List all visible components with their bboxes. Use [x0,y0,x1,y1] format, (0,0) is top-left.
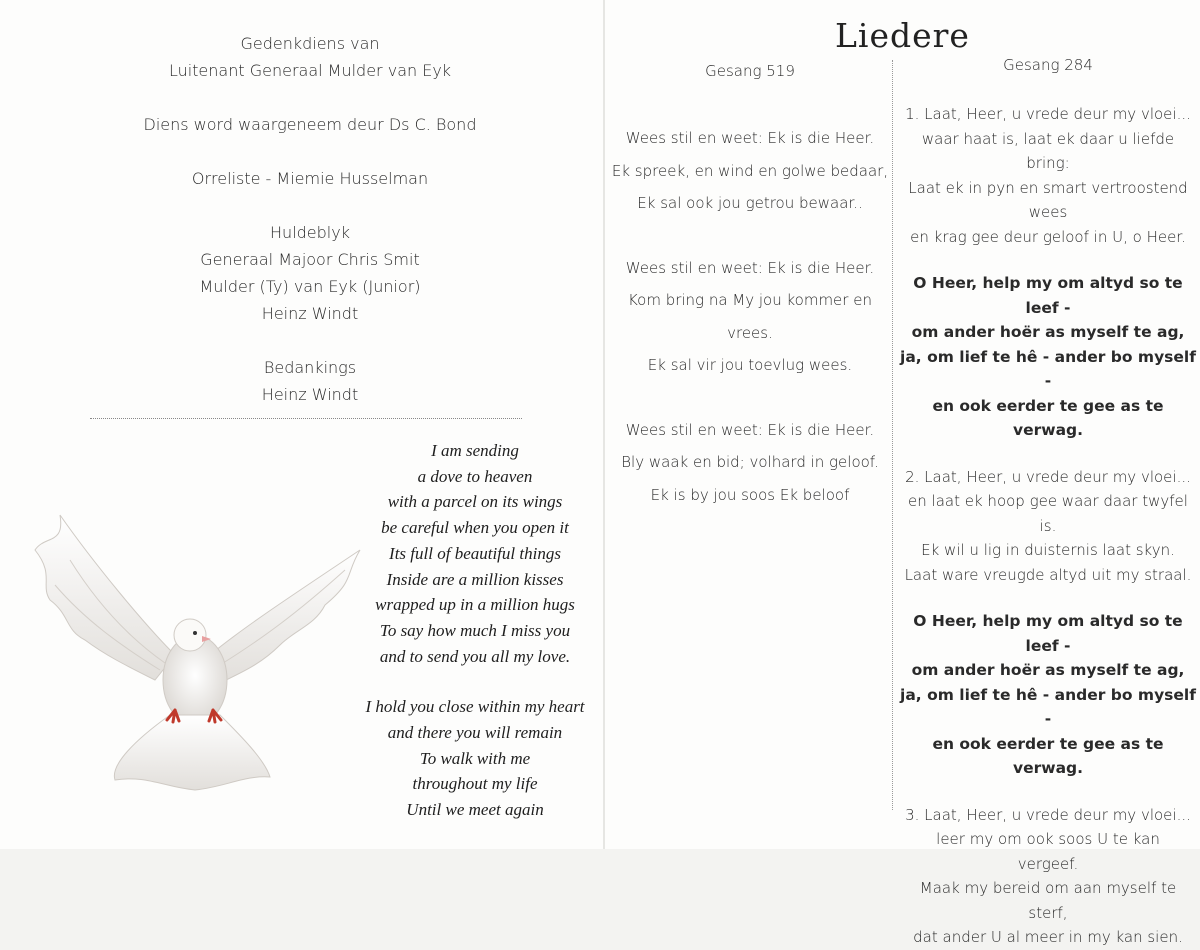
hymn-line: is. [1039,516,1057,535]
hymn-line: Ek wil u lig in duisternis laat skyn. [921,541,1175,559]
hymn-line: Ek spreek, en wind en golwe bedaar, [611,161,889,180]
hymn-line: vergeef. [1017,854,1079,873]
hymn-line: waar haat is, laat ek daar u liefde [921,129,1175,148]
poem-line: I hold you close within my heart [365,697,585,717]
chorus-line: ja, om lief te hê - ander bo myself - [900,347,1196,390]
chorus-line: om ander hoër as myself te ag, [911,661,1185,679]
service-title-line: Luitenant Generaal Mulder van Eyk [168,61,452,80]
dove-poem [330,438,620,823]
hymn-line: vrees. [727,323,773,342]
hymn-519 [610,58,890,511]
tributes-heading: Huldeblyk [270,223,350,242]
hymn-line: wees [1028,203,1068,221]
hymn-line: dat ander U al meer in my kan sien. [913,928,1183,946]
chorus-line: ja, om lief te hê - ander bo myself - [900,685,1196,728]
hymn-line: en krag gee deur geloof in U, o Heer. [910,227,1186,246]
poem-line: and to send you all my love. [379,646,571,666]
hymn-line: Ek is by jou soos Ek beloof [650,485,850,504]
hymn-line: Ek sal ook jou getrou bewaar.. [637,194,863,212]
poem-line: To walk with me [419,748,531,768]
hymn-line: sterf, [1028,903,1068,922]
poem-line: be careful when you open it [381,518,569,538]
poem-line: Until we meet again [406,800,544,820]
service-details [60,30,560,408]
hymn-line: 2. Laat, Heer, u vrede deur my vloei... [905,467,1191,486]
hymn-line: Bly waak en bid; volhard in geloof. [621,453,879,471]
column-divider [892,60,893,810]
poem-line: To say how much I miss you [379,620,571,640]
hymn-heading: Gesang 519 [705,62,795,80]
dotted-divider [90,418,522,419]
tribute-speaker: Mulder (Ty) van Eyk (Junior) [199,277,421,296]
poem-line: with a parcel on its wings [387,492,563,512]
hymn-line: leer my om ook soos U te kan [936,830,1160,848]
organist: Orreliste - Miemie Husselman [191,169,429,188]
page-title: Liedere [835,16,970,55]
hymn-line: Ek sal vir jou toevlug wees. [647,356,853,374]
hymn-line: Wees stil en weet: Ek is die Heer. [625,129,875,147]
poem-line: Its full of beautiful things [389,543,561,563]
poem-line: I am sending [431,441,519,460]
poem-line: Inside are a million kisses [386,569,564,589]
thanks-heading: Bedankings [263,358,357,377]
hymn-heading: Gesang 284 [1003,56,1093,74]
poem-line: throughout my life [412,774,538,794]
poem-line: a dove to heaven [417,466,533,486]
chorus-line: O Heer, help my om altyd so te leef - [913,274,1183,317]
poem-line: wrapped up in a million hugs [375,595,575,615]
chorus-line: om ander hoër as myself te ag, [911,323,1185,341]
chorus-line: en ook eerder te gee as te verwag. [932,734,1164,777]
chorus-line: en ook eerder te gee as te verwag. [932,396,1164,439]
hymn-line: en laat ek hoop gee waar daar twyfel [908,492,1188,510]
hymn-284 [898,52,1198,950]
dove-illustration [25,505,370,795]
chorus-line: O Heer, help my om altyd so te leef - [913,612,1183,655]
hymn-line: Kom bring na My jou kommer en [628,291,872,309]
hymn-line: 3. Laat, Heer, u vrede deur my vloei... [905,805,1191,824]
hymn-line: bring: [1026,154,1070,172]
tribute-speaker: Heinz Windt [261,304,359,323]
hymn-line: Laat ek in pyn en smart vertroostend [908,178,1188,197]
tribute-speaker: Generaal Majoor Chris Smit [200,250,420,269]
hymn-line: Laat ware vreugde altyd uit my straal. [904,565,1192,584]
hymn-line: Wees stil en weet: Ek is die Heer. [625,420,875,439]
service-title-line: Gedenkdiens van [240,34,380,53]
hymn-line: Maak my bereid om aan myself te [919,879,1177,897]
right-panel [605,0,1200,946]
poem-line: and there you will remain [387,723,563,743]
hymn-line: 1. Laat, Heer, u vrede deur my vloei... [905,105,1191,123]
hymn-line: Wees stil en weet: Ek is die Heer. [625,258,875,277]
thanks-speaker: Heinz Windt [261,385,359,404]
officiant: Diens word waargeneem deur Ds C. Bond [143,115,477,134]
left-panel [0,0,603,849]
